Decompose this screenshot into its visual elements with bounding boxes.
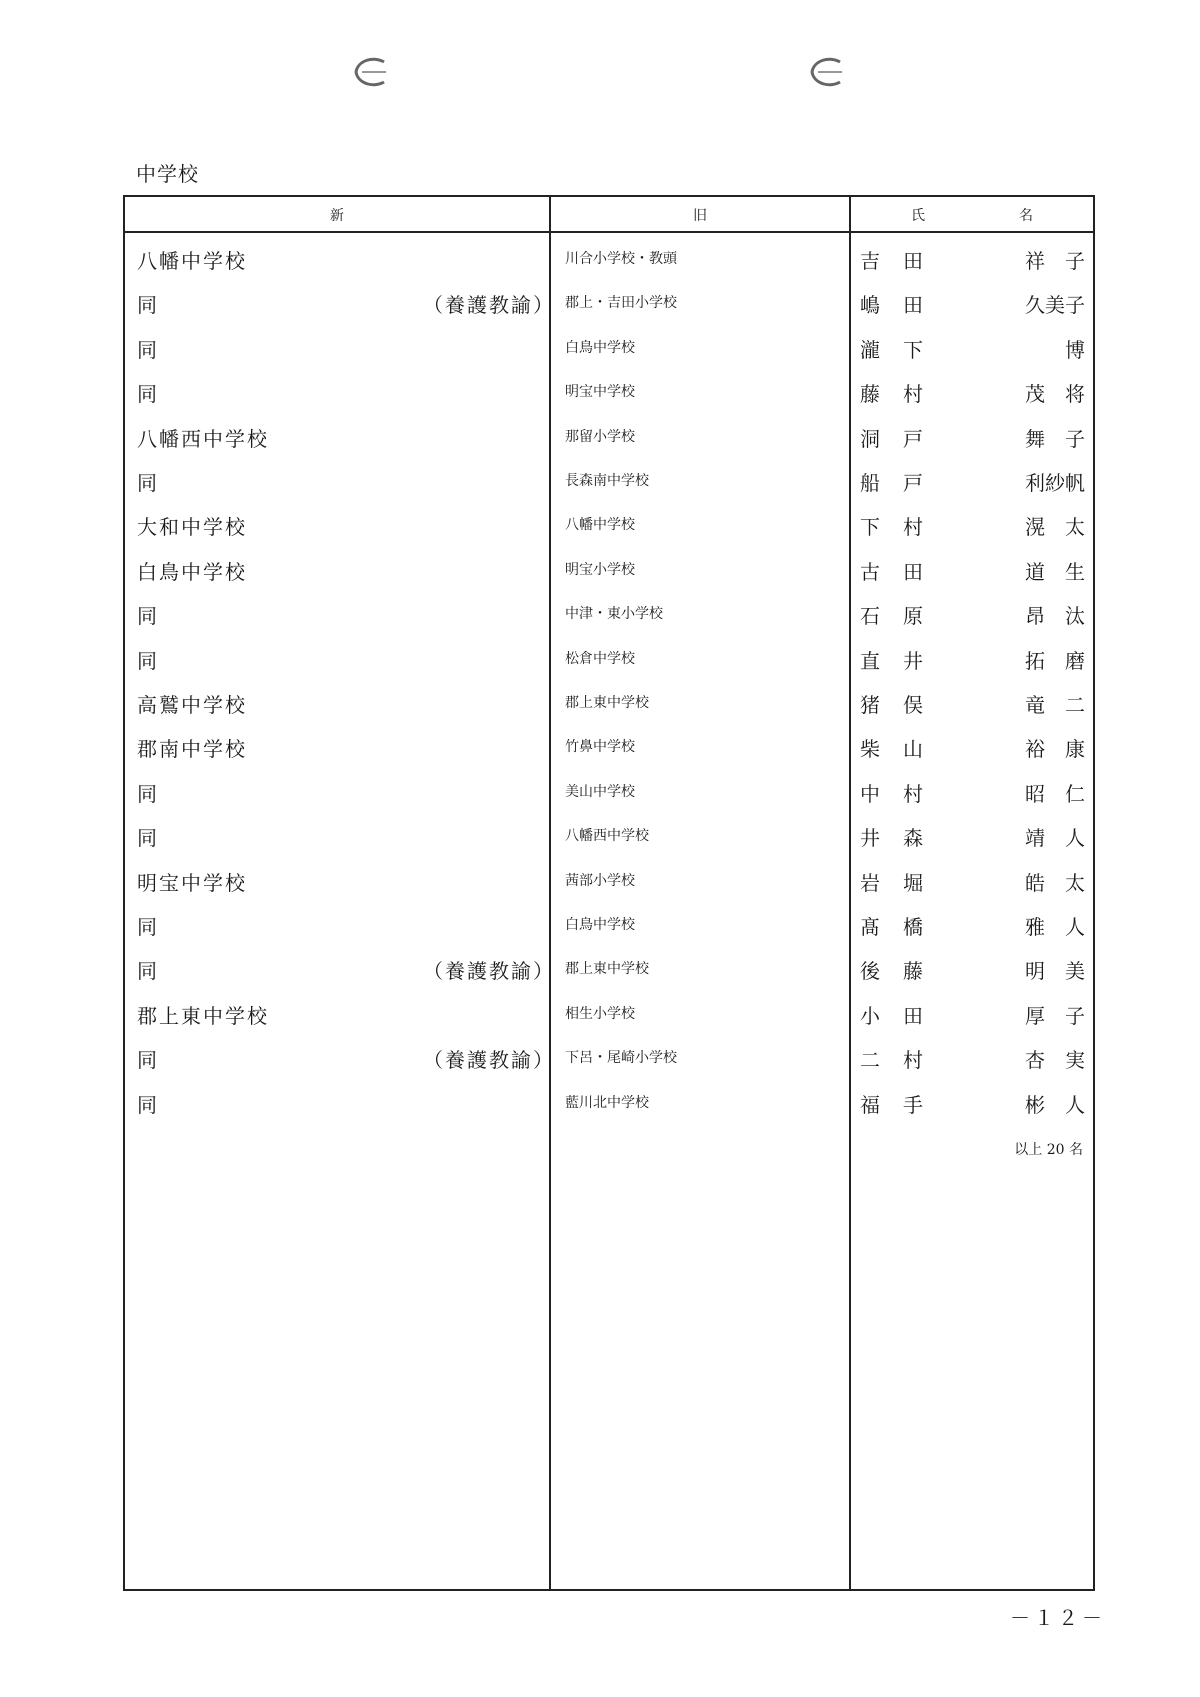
table-row	[125, 459, 1093, 503]
header-new: 新	[330, 208, 344, 224]
given-name: 厚 子	[1025, 1003, 1085, 1028]
new-school: 同	[137, 781, 159, 806]
table-row	[125, 992, 1093, 1036]
new-school: 白鳥中学校	[137, 559, 247, 584]
given-name: 祥 子	[1025, 249, 1085, 273]
new-school: 同	[137, 648, 159, 673]
previous-school: 白鳥中学校	[565, 339, 635, 356]
punch-hole-mark-icon	[350, 52, 390, 92]
given-name: 道 生	[1025, 559, 1085, 584]
surname: 直井	[860, 648, 946, 673]
new-school: 同	[137, 471, 159, 495]
table-row	[125, 370, 1093, 414]
table-row	[125, 592, 1093, 636]
new-school: 高鷲中学校	[137, 693, 247, 717]
surname: 中村	[860, 781, 946, 806]
new-school: 同	[137, 959, 159, 984]
given-name: 杏 実	[1025, 1048, 1085, 1073]
punch-hole-mark-icon	[806, 52, 846, 92]
table-row	[125, 281, 1093, 325]
surname: 石原	[860, 604, 946, 629]
page-number: －１２－	[1010, 1606, 1106, 1630]
surname: 下村	[860, 515, 946, 540]
section-title: 中学校	[136, 162, 199, 186]
given-name: 博	[1065, 337, 1085, 362]
total-count: 以上 20 名	[1014, 1142, 1083, 1158]
new-school: 郡上東中学校	[137, 1003, 269, 1028]
surname: 嶋田	[860, 293, 946, 318]
surname: 井森	[860, 826, 946, 851]
given-name: 裕 康	[1025, 737, 1085, 762]
surname: 瀧下	[860, 337, 946, 362]
given-name: 茂 将	[1025, 382, 1085, 407]
header-old: 旧	[693, 208, 707, 224]
surname: 洞戸	[860, 426, 946, 451]
surname: 後藤	[860, 959, 946, 984]
table-row	[125, 947, 1093, 991]
surname: 船戸	[860, 471, 946, 495]
role-note: （養護教諭）	[423, 959, 555, 984]
table-row	[125, 859, 1093, 903]
previous-school: 八幡中学校	[565, 517, 635, 534]
previous-school: 藍川北中学校	[565, 1094, 649, 1111]
surname: 猪俣	[860, 693, 946, 717]
previous-school: 郡上・吉田小学校	[565, 295, 677, 312]
surname: 藤村	[860, 382, 946, 407]
previous-school: 長森南中学校	[565, 473, 649, 489]
new-school: 明宝中学校	[137, 870, 247, 895]
previous-school: 八幡西中学校	[565, 828, 649, 845]
previous-school: 竹鼻中学校	[565, 739, 635, 756]
previous-school: 郡上東中学校	[565, 961, 649, 978]
previous-school: 郡上東中学校	[565, 695, 649, 711]
table-row	[125, 1036, 1093, 1080]
surname: 髙橋	[860, 915, 946, 939]
table-row	[125, 770, 1093, 814]
surname: 古田	[860, 559, 946, 584]
new-school: 同	[137, 293, 159, 318]
surname: 岩堀	[860, 870, 946, 895]
header-surname: 氏	[911, 208, 925, 224]
given-name: 明 美	[1025, 959, 1085, 984]
surname: 柴山	[860, 737, 946, 762]
previous-school: 美山中学校	[565, 783, 635, 800]
new-school: 同	[137, 826, 159, 851]
previous-school: 明宝中学校	[565, 384, 635, 401]
new-school: 八幡中学校	[137, 249, 247, 273]
surname: 二村	[860, 1048, 946, 1073]
table-row	[125, 1081, 1093, 1125]
previous-school: 相生小学校	[565, 1005, 635, 1022]
previous-school: 那留小学校	[565, 428, 635, 445]
new-school: 八幡西中学校	[137, 426, 269, 451]
surname: 小田	[860, 1003, 946, 1028]
table-row	[125, 548, 1093, 592]
new-school: 同	[137, 382, 159, 407]
surname: 福手	[860, 1092, 946, 1117]
given-name: 拓 磨	[1025, 648, 1085, 673]
given-name: 雅 人	[1025, 915, 1085, 939]
new-school: 同	[137, 337, 159, 362]
previous-school: 松倉中学校	[565, 650, 635, 667]
previous-school: 川合小学校・教頭	[565, 251, 677, 267]
role-note: （養護教諭）	[423, 293, 555, 318]
given-name: 竜 二	[1025, 693, 1085, 717]
given-name: 滉 太	[1025, 515, 1085, 540]
table-header	[125, 197, 1093, 233]
given-name: 彬 人	[1025, 1092, 1085, 1117]
previous-school: 明宝小学校	[565, 561, 635, 578]
previous-school: 茜部小学校	[565, 872, 635, 889]
given-name: 利紗帆	[1025, 471, 1085, 495]
new-school: 大和中学校	[137, 515, 247, 540]
given-name: 昭 仁	[1025, 781, 1085, 806]
table-row	[125, 326, 1093, 370]
surname: 吉田	[860, 249, 946, 273]
table-row	[125, 415, 1093, 459]
table-row	[125, 503, 1093, 547]
table-row	[125, 637, 1093, 681]
given-name: 皓 太	[1025, 870, 1085, 895]
previous-school: 下呂・尾崎小学校	[565, 1050, 677, 1067]
personnel-table	[123, 195, 1095, 1591]
table-row	[125, 237, 1093, 281]
table-row	[125, 814, 1093, 858]
new-school: 同	[137, 915, 159, 939]
table-row	[125, 681, 1093, 725]
given-name: 靖 人	[1025, 826, 1085, 851]
given-name: 舞 子	[1025, 426, 1085, 451]
new-school: 郡南中学校	[137, 737, 247, 762]
role-note: （養護教諭）	[423, 1048, 555, 1073]
previous-school: 中津・東小学校	[565, 606, 663, 623]
new-school: 同	[137, 1092, 159, 1117]
given-name: 昂 汰	[1025, 604, 1085, 629]
table-row	[125, 903, 1093, 947]
header-given: 名	[1019, 208, 1033, 224]
new-school: 同	[137, 604, 159, 629]
previous-school: 白鳥中学校	[565, 917, 635, 933]
table-row	[125, 725, 1093, 769]
new-school: 同	[137, 1048, 159, 1073]
given-name: 久美子	[1025, 293, 1085, 318]
